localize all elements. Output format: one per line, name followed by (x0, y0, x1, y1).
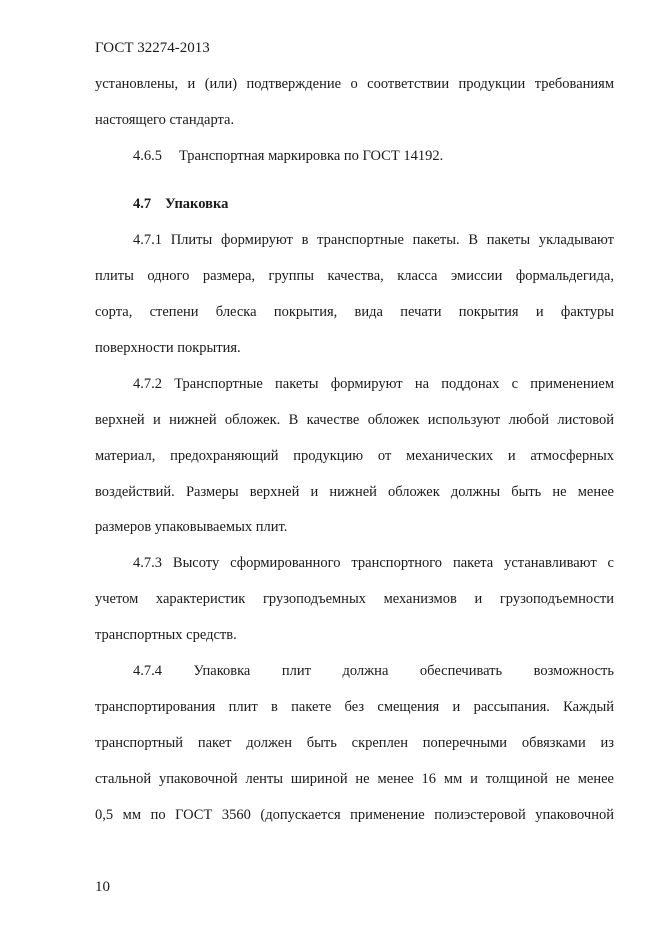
document-code-header: ГОСТ 32274-2013 (95, 40, 210, 56)
section-heading-4-7 (133, 194, 614, 214)
paragraph-line: 4.7.2 Транспортные пакеты формируют на поддонах с применением (133, 376, 614, 392)
clause-4-6-5 (133, 146, 614, 166)
paragraph-line: транспортных средств. (95, 627, 237, 643)
paragraph-line: воздействий. Размеры верхней и нижней обложек должны быть не менее (95, 484, 614, 500)
paragraph-line: стальной упаковочной ленты шириной не менее 16 мм и толщиной не менее (95, 771, 614, 787)
clause-number: 4.6.5 (133, 148, 162, 164)
paragraph-line: сорта, степени блеска покрытия, вида печати покрытия и фактуры (95, 304, 614, 320)
page-number: 10 (95, 879, 110, 895)
paragraph-line: 0,5 мм по ГОСТ 3560 (допускается применение полиэстеровой упаковочной (95, 807, 614, 823)
paragraph-line: 4.7.3 Высоту сформированного транспортного пакета устанавливают с (133, 555, 614, 571)
paragraph-line: установлены, и (или) подтверждение о соответствии продукции требованиям (95, 76, 614, 92)
paragraph-line: настоящего стандарта. (95, 112, 235, 128)
paragraph-line: размеров упаковываемых плит. (95, 519, 288, 535)
paragraph-line: учетом характеристик грузоподъемных механизмов и грузоподъемности (95, 591, 614, 607)
section-title: Упаковка (165, 196, 229, 212)
paragraph-line: плиты одного размера, группы качества, класса эмиссии формальдегида, (95, 268, 614, 284)
paragraph-line: 4.7.1 Плиты формируют в транспортные пакеты. В пакеты укладывают (133, 232, 614, 248)
section-number: 4.7 (133, 196, 152, 212)
paragraph-line: транспортирования плит в пакете без смещения и рассыпания. Каждый (95, 699, 614, 715)
paragraph-line: поверхности покрытия. (95, 340, 241, 356)
paragraph-line: транспортный пакет должен быть скреплен поперечными обвязками из (95, 735, 614, 751)
paragraph-line: верхней и нижней обложек. В качестве обложек используют любой листовой (95, 412, 614, 428)
paragraph-line: 4.7.4 Упаковка плит должна обеспечивать возможность (133, 663, 614, 679)
clause-text: Транспортная маркировка по ГОСТ 14192. (179, 148, 444, 164)
paragraph-line: материал, предохраняющий продукцию от механических и атмосферных (95, 448, 614, 464)
